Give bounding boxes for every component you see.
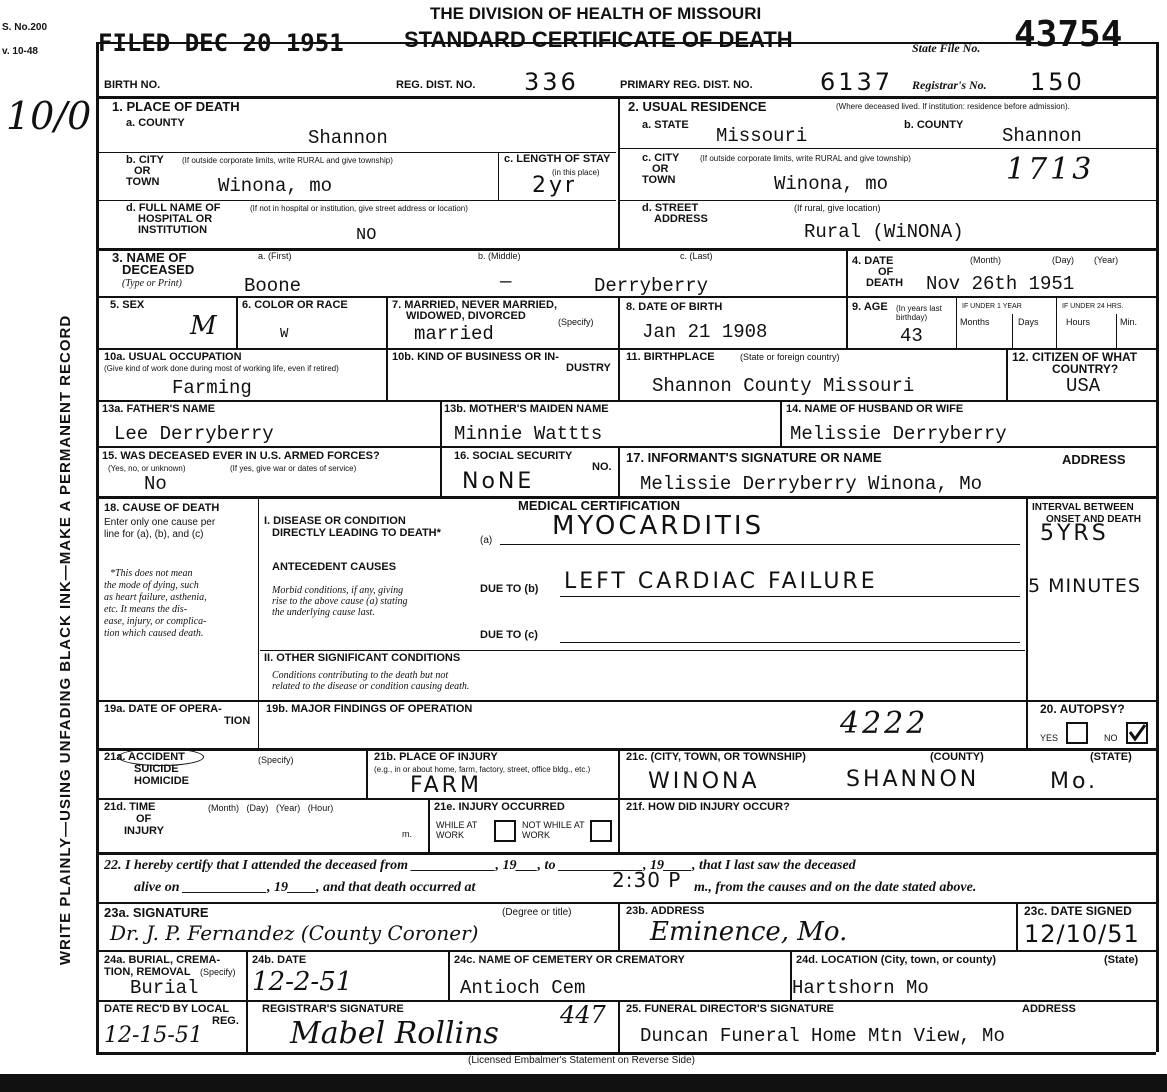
birthplace-label: 11. BIRTHPLACE bbox=[626, 351, 715, 363]
while-at-work-checkbox[interactable] bbox=[494, 820, 516, 842]
autopsy-no-checkbox[interactable] bbox=[1126, 722, 1148, 744]
operation-findings-label: 19b. MAJOR FINDINGS OF OPERATION bbox=[266, 703, 473, 715]
injury-place-note: (e.g., in or about home, farm, factory, street, office bldg., etc.) bbox=[374, 765, 591, 774]
other-conditions-note-1: Conditions contributing to the death but not bbox=[272, 670, 449, 681]
business-label: 10b. KIND OF BUSINESS OR IN- bbox=[392, 351, 559, 363]
res-street-note: (If rural, give location) bbox=[794, 203, 881, 213]
burial-location-value: Hartshorn Mo bbox=[792, 977, 929, 999]
pod-city-label: b. CITY bbox=[126, 154, 164, 166]
primary-reg-label: PRIMARY REG. DIST. NO. bbox=[620, 79, 753, 91]
res-state-label: a. STATE bbox=[642, 119, 689, 131]
burial-specify: (Specify) bbox=[200, 967, 236, 977]
cert-address-value: Eminence, Mo. bbox=[650, 917, 848, 947]
due-to-b-label: DUE TO (b) bbox=[480, 583, 539, 595]
registrar-signature: Mabel Rollins bbox=[290, 1016, 499, 1051]
line-a-marker: (a) bbox=[480, 535, 493, 546]
age-value: 43 bbox=[900, 325, 923, 347]
injury-county-label: (COUNTY) bbox=[930, 751, 984, 763]
received-label-2: REG. bbox=[212, 1015, 239, 1027]
residence-header: 2. USUAL RESIDENCE bbox=[628, 99, 767, 114]
married-label: 7. MARRIED, NEVER MARRIED, bbox=[392, 299, 558, 311]
age-note: (In years last birthday) bbox=[896, 304, 942, 322]
filed-stamp: FILED DEC 20 1951 bbox=[98, 29, 344, 57]
hours-label: Hours bbox=[1066, 317, 1091, 327]
morbid-note-2: rise to the above cause (a) stating bbox=[272, 596, 408, 607]
dob-value: Jan 21 1908 bbox=[642, 321, 768, 343]
injury-time-label-2: OF bbox=[136, 813, 152, 825]
dod-year-label: (Year) bbox=[1094, 255, 1119, 265]
pod-stay-value: 2yr bbox=[532, 173, 578, 198]
res-street-label-2: ADDRESS bbox=[654, 213, 708, 225]
autopsy-yes-checkbox[interactable] bbox=[1066, 722, 1088, 744]
title-line-2: STANDARD CERTIFICATE OF DEATH bbox=[404, 27, 793, 52]
date-of-death-label-3: DEATH bbox=[866, 277, 904, 289]
cause-of-death-label: 18. CAUSE OF DEATH bbox=[104, 502, 220, 514]
burial-label-2: TION, REMOVAL bbox=[104, 966, 191, 978]
funeral-director-value: Duncan Funeral Home Mtn View, Mo bbox=[640, 1025, 1005, 1047]
disease-label-2: DIRECTLY LEADING TO DEATH* bbox=[272, 527, 441, 539]
armed-forces-note-2: (If yes, give war or dates of service) bbox=[230, 464, 357, 473]
pod-hospital-label-2: HOSPITAL OR bbox=[138, 213, 213, 225]
state-file-number: 43754 bbox=[1014, 14, 1123, 55]
form-code-2: v. 10-48 bbox=[2, 46, 38, 57]
min-label: Min. bbox=[1120, 317, 1138, 327]
occupation-value: Farming bbox=[172, 377, 252, 399]
res-city-town: TOWN bbox=[642, 174, 676, 186]
pod-city-or: OR bbox=[134, 165, 151, 177]
injury-place-value: FARM bbox=[410, 773, 482, 798]
injury-time-label: 21d. TIME bbox=[104, 801, 156, 813]
birth-no-label: BIRTH NO. bbox=[104, 79, 161, 91]
received-value: 12-15-51 bbox=[104, 1023, 203, 1048]
ssn-label-2: NO. bbox=[592, 461, 612, 473]
operation-date-label-2: TION bbox=[224, 715, 251, 727]
registrar-signature-label: REGISTRAR'S SIGNATURE bbox=[262, 1003, 404, 1015]
informant-label: 17. INFORMANT'S SIGNATURE OR NAME bbox=[626, 450, 882, 465]
cert-line-1: 22. I hereby certify that I attended the deceased from ____________, 19___, to ____________, 19____, that I last saw the deceased bbox=[104, 858, 856, 873]
date-of-death-label: 4. DATE bbox=[852, 255, 894, 267]
burial-date-label: 24b. DATE bbox=[252, 954, 307, 966]
bottom-note: (Licensed Embalmer's Statement on Reverse Side) bbox=[468, 1055, 696, 1066]
pod-hospital-value: NO bbox=[356, 226, 377, 245]
pod-hospital-note: (If not in hospital or institution, give street address or location) bbox=[250, 204, 468, 213]
under-24-hrs-label: IF UNDER 24 HRS. bbox=[1062, 303, 1124, 310]
first-name-label: a. (First) bbox=[258, 251, 292, 261]
received-label: DATE REC'D BY LOCAL bbox=[104, 1003, 230, 1015]
injury-county-value: SHANNON bbox=[846, 767, 980, 792]
burial-state-label: (State) bbox=[1104, 954, 1139, 966]
title-line-1: THE DIVISION OF HEALTH OF MISSOURI bbox=[430, 4, 762, 23]
place-of-death-header: 1. PLACE OF DEATH bbox=[112, 99, 240, 114]
res-city-label: c. CITY bbox=[642, 152, 680, 164]
autopsy-label: 20. AUTOPSY? bbox=[1040, 702, 1125, 716]
injury-place-label: 21b. PLACE OF INJURY bbox=[374, 751, 498, 763]
homicide-label: HOMICIDE bbox=[134, 775, 189, 787]
cert-address-label: 23b. ADDRESS bbox=[626, 905, 705, 917]
autopsy-no-label: NO bbox=[1104, 733, 1118, 743]
date-of-death-value: Nov 26th 1951 bbox=[926, 273, 1075, 295]
pod-stay-label: c. LENGTH OF STAY bbox=[504, 153, 611, 165]
cause-note-4: etc. It means the dis- bbox=[104, 604, 188, 615]
res-city-note: (If outside corporate limits, write RURAL and give township) bbox=[700, 154, 911, 163]
pod-city-town: TOWN bbox=[126, 176, 160, 188]
spouse-value: Melissie Derryberry bbox=[790, 423, 1007, 445]
color-value: W bbox=[280, 326, 289, 342]
injury-state-label: (STATE) bbox=[1090, 751, 1132, 763]
antecedent-label: ANTECEDENT CAUSES bbox=[272, 561, 397, 573]
pod-city-note: (If outside corporate limits, write RURAL and give township) bbox=[182, 156, 393, 165]
spouse-label: 14. NAME OF HUSBAND OR WIFE bbox=[786, 403, 964, 415]
res-street-label: d. STREET bbox=[642, 202, 699, 214]
primary-reg-no: 6137 bbox=[820, 68, 894, 96]
cause-a-value: MYOCARDITIS bbox=[552, 511, 765, 541]
cause-note-6: tion which caused death. bbox=[104, 628, 204, 639]
medical-cert-header: MEDICAL CERTIFICATION bbox=[518, 498, 681, 513]
interval-label: INTERVAL BETWEEN bbox=[1032, 502, 1134, 513]
burial-location-label: 24d. LOCATION (City, town, or county) bbox=[796, 954, 997, 966]
physician-signature: Dr. J. P. Fernandez (County Coroner) bbox=[110, 921, 479, 945]
cause-note-2: the mode of dying, such bbox=[104, 580, 199, 591]
findings-handwritten: 4222 bbox=[840, 706, 929, 741]
funeral-address-label: ADDRESS bbox=[1022, 1003, 1076, 1015]
accident-label: 21a. ACCIDENT bbox=[104, 751, 185, 763]
cemetery-label: 24c. NAME OF CEMETERY OR CREMATORY bbox=[454, 954, 685, 966]
citizen-label-2: COUNTRY? bbox=[1052, 362, 1119, 376]
not-while-at-work-checkbox[interactable] bbox=[590, 820, 612, 842]
informant-value: Melissie Derryberry Winona, Mo bbox=[640, 473, 983, 495]
injury-state-value: Mo. bbox=[1050, 769, 1099, 794]
mother-label: 13b. MOTHER'S MAIDEN NAME bbox=[444, 403, 609, 415]
pod-hospital-label: d. FULL NAME OF bbox=[126, 202, 221, 214]
birthplace-value: Shannon County Missouri bbox=[652, 375, 915, 397]
degree-label: (Degree or title) bbox=[502, 907, 572, 918]
cert-time-value: 2:30 P bbox=[612, 868, 682, 892]
armed-forces-label: 15. WAS DECEASED EVER IN U.S. ARMED FORCES? bbox=[102, 450, 380, 462]
injury-time-label-3: INJURY bbox=[124, 825, 164, 837]
father-label: 13a. FATHER'S NAME bbox=[102, 403, 216, 415]
state-file-label: State File No. bbox=[912, 41, 981, 55]
father-value: Lee Derryberry bbox=[114, 423, 274, 445]
cause-b-value: LEFT CARDIAC FAILURE bbox=[564, 569, 878, 594]
operation-date-label: 19a. DATE OF OPERA- bbox=[104, 703, 222, 715]
occupation-note: (Give kind of work done during most of working life, even if retired) bbox=[104, 364, 339, 373]
injury-city-value: WINONA bbox=[648, 769, 760, 794]
married-specify: (Specify) bbox=[558, 317, 594, 327]
res-city-value: Winona, mo bbox=[774, 173, 889, 195]
name-label: 3. NAME OF bbox=[112, 250, 187, 265]
dod-day-label: (Day) bbox=[1052, 255, 1074, 265]
how-injury-label: 21f. HOW DID INJURY OCCUR? bbox=[626, 801, 790, 813]
interval-label-2: ONSET AND DEATH bbox=[1046, 514, 1141, 525]
first-name-value: Boone bbox=[244, 275, 302, 297]
burial-value: Burial bbox=[130, 977, 199, 999]
disease-label: I. DISEASE OR CONDITION bbox=[264, 515, 406, 527]
burial-label: 24a. BURIAL, CREMA- bbox=[104, 954, 221, 966]
pod-county-value: Shannon bbox=[308, 127, 388, 149]
accident-specify: (Specify) bbox=[258, 755, 294, 765]
cause-note-3: as heart failure, asthenia, bbox=[104, 592, 207, 603]
married-value: married bbox=[414, 323, 494, 345]
reg-dist-label: REG. DIST. NO. bbox=[396, 79, 476, 91]
injury-location-label: 21c. (CITY, TOWN, OR TOWNSHIP) bbox=[626, 751, 806, 763]
sex-label: 5. SEX bbox=[110, 299, 145, 311]
signature-label: 23a. SIGNATURE bbox=[104, 905, 209, 920]
interval-a-value: 5YRS bbox=[1040, 521, 1109, 546]
res-city-or: OR bbox=[652, 163, 669, 175]
color-label: 6. COLOR OR RACE bbox=[242, 299, 348, 311]
morbid-note-1: Morbid conditions, if any, giving bbox=[272, 585, 404, 596]
sex-value: M bbox=[190, 311, 220, 341]
cause-instr-2: line for (a), (b), and (c) bbox=[104, 529, 204, 540]
cause-instr-1: Enter only one cause per bbox=[104, 517, 216, 528]
check-mark-icon bbox=[1128, 724, 1146, 742]
burial-date-value: 12-2-51 bbox=[252, 967, 353, 997]
injury-time-m: m. bbox=[402, 829, 412, 839]
autopsy-yes-label: YES bbox=[1040, 733, 1059, 743]
res-county-label: b. COUNTY bbox=[904, 119, 964, 131]
birthplace-note: (State or foreign country) bbox=[740, 352, 840, 362]
margin-note: 10/0 bbox=[6, 94, 92, 138]
mother-value: Minnie Wattts bbox=[454, 423, 603, 445]
married-label-2: WIDOWED, DIVORCED bbox=[406, 310, 526, 322]
form-code-1: S. No.200 bbox=[2, 22, 48, 33]
residence-header-note: (Where deceased lived. If institution: residence before admission). bbox=[836, 102, 1070, 111]
age-label: 9. AGE bbox=[852, 301, 888, 313]
due-to-c-label: DUE TO (c) bbox=[480, 629, 538, 641]
cert-line-2b: m., from the causes and on the date stated above. bbox=[694, 880, 977, 895]
cemetery-value: Antioch Cem bbox=[460, 977, 586, 999]
middle-name-label: b. (Middle) bbox=[478, 251, 521, 261]
morbid-note-3: the underlying cause last. bbox=[272, 607, 375, 618]
date-of-death-label-2: OF bbox=[878, 266, 894, 278]
res-state-value: Missouri bbox=[716, 125, 808, 147]
informant-address-label: ADDRESS bbox=[1062, 452, 1126, 467]
while-at-work-label: WHILE AT WORK bbox=[436, 820, 478, 840]
pod-city-value: Winona, mo bbox=[218, 175, 333, 197]
res-street-value: Rural (WiNONA) bbox=[804, 221, 964, 243]
last-name-value: Derryberry bbox=[594, 275, 709, 297]
reg-dist-no: 336 bbox=[524, 68, 579, 96]
other-conditions-label: II. OTHER SIGNIFICANT CONDITIONS bbox=[264, 652, 461, 664]
months-label: Months bbox=[960, 317, 990, 327]
other-conditions-note-2: related to the disease or condition causing death. bbox=[272, 681, 470, 692]
cause-note-1: *This does not mean bbox=[110, 568, 193, 579]
name-label-2: DECEASED bbox=[122, 262, 195, 277]
pod-county-label: a. COUNTY bbox=[126, 117, 185, 129]
armed-forces-note: (Yes, no, or unknown) bbox=[108, 464, 186, 473]
ssn-value: NoNE bbox=[462, 469, 535, 494]
registrar-no: 150 bbox=[1030, 68, 1085, 96]
dob-label: 8. DATE OF BIRTH bbox=[626, 301, 723, 313]
under-1-year-label: IF UNDER 1 YEAR bbox=[962, 303, 1022, 310]
interval-b-value: 5 MINUTES bbox=[1028, 575, 1141, 597]
citizen-value: USA bbox=[1066, 375, 1101, 397]
cause-note-5: ease, injury, or complica- bbox=[104, 616, 207, 627]
res-county-value: Shannon bbox=[1002, 125, 1082, 147]
suicide-label: SUICIDE bbox=[134, 763, 179, 775]
registrar-no-label: Registrar's No. bbox=[912, 78, 987, 92]
name-note: (Type or Print) bbox=[122, 278, 182, 289]
funeral-director-label: 25. FUNERAL DIRECTOR'S SIGNATURE bbox=[626, 1003, 834, 1015]
armed-forces-value: No bbox=[144, 473, 167, 495]
last-name-label: c. (Last) bbox=[680, 251, 713, 261]
ssn-label: 16. SOCIAL SECURITY bbox=[454, 450, 573, 462]
pod-hospital-label-3: INSTITUTION bbox=[138, 224, 208, 236]
date-signed-label: 23c. DATE SIGNED bbox=[1024, 904, 1132, 918]
business-label-2: DUSTRY bbox=[566, 362, 611, 374]
occupation-label: 10a. USUAL OCCUPATION bbox=[104, 351, 242, 363]
scan-edge bbox=[0, 1074, 1167, 1092]
dod-month-label: (Month) bbox=[970, 255, 1002, 265]
injury-occurred-label: 21e. INJURY OCCURRED bbox=[434, 801, 565, 813]
citizen-label: 12. CITIZEN OF WHAT bbox=[1012, 350, 1138, 364]
res-city-handwritten: 1713 bbox=[1006, 152, 1095, 187]
injury-time-columns: (Month) (Day) (Year) (Hour) bbox=[208, 803, 334, 813]
cert-line-2a: alive on ____________, 19____, and that death occurred at bbox=[134, 880, 476, 895]
side-instruction: WRITE PLAINLY—USING UNFADING BLACK INK—MAKE A PERMANENT RECORD bbox=[57, 314, 74, 966]
not-while-at-work-label: NOT WHILE AT WORK bbox=[522, 820, 585, 840]
pod-stay-note: (in this place) bbox=[552, 168, 600, 177]
middle-name-value: — bbox=[500, 271, 512, 293]
date-signed-value: 12/10/51 bbox=[1024, 920, 1140, 948]
registrar-number: 447 bbox=[560, 1001, 606, 1029]
days-label: Days bbox=[1018, 317, 1039, 327]
